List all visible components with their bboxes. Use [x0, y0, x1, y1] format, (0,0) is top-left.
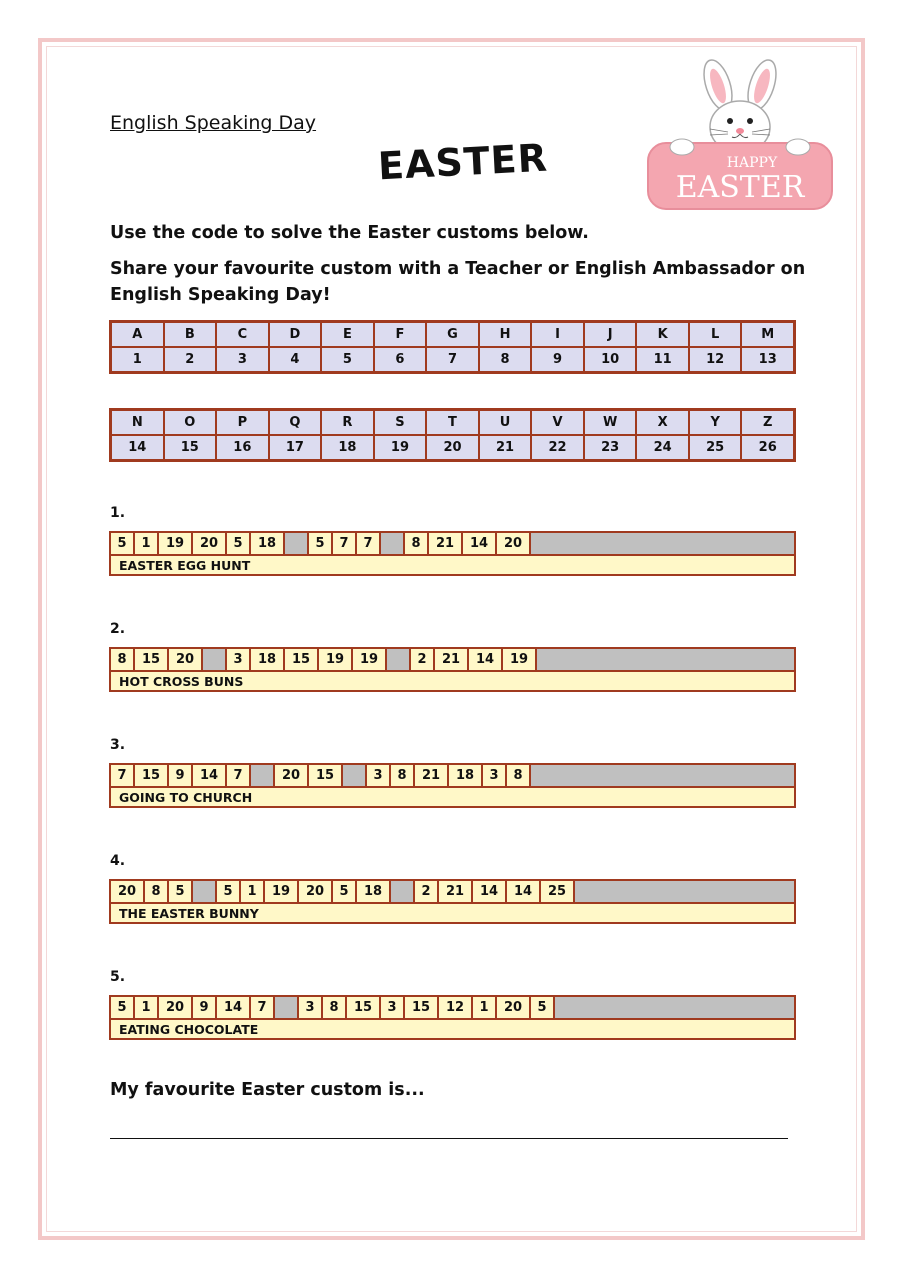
word-space-box — [381, 533, 405, 554]
code-number-box: 5 — [227, 533, 251, 554]
question-number: 2. — [110, 621, 126, 637]
key-letter: A — [112, 323, 163, 346]
answer-box[interactable]: GOING TO CHURCH — [109, 786, 796, 808]
key-number: 7 — [427, 348, 478, 371]
code-number-box: 18 — [449, 765, 483, 786]
key-letter: X — [637, 411, 688, 434]
key-letter: R — [322, 411, 373, 434]
key-letter: G — [427, 323, 478, 346]
code-number-box: 8 — [405, 533, 429, 554]
code-number-box: 19 — [503, 649, 537, 670]
key-letter: J — [585, 323, 636, 346]
code-number-box: 5 — [309, 533, 333, 554]
word-space-box — [285, 533, 309, 554]
code-number-box: 3 — [299, 997, 323, 1018]
code-number-box: 5 — [333, 881, 357, 902]
code-number-box: 15 — [135, 765, 169, 786]
code-number-box: 15 — [285, 649, 319, 670]
answer-box[interactable]: EATING CHOCOLATE — [109, 1018, 796, 1040]
word-space-box — [275, 997, 299, 1018]
code-row — [109, 995, 796, 1018]
code-number-box: 14 — [463, 533, 497, 554]
code-number-box: 20 — [497, 533, 531, 554]
code-number-box: 1 — [135, 533, 159, 554]
page-title: EASTER — [376, 135, 549, 189]
happy-easter-bunny-logo — [640, 55, 840, 215]
code-number-box: 18 — [251, 649, 285, 670]
word-space-box — [193, 881, 217, 902]
code-puzzle — [109, 879, 796, 924]
question-number: 4. — [110, 853, 126, 869]
key-number: 14 — [112, 436, 163, 459]
logo-text-happy: HAPPY — [726, 155, 778, 171]
code-number-box: 14 — [507, 881, 541, 902]
code-number-box: 7 — [111, 765, 135, 786]
key-letter: N — [112, 411, 163, 434]
easter-sign-icon — [648, 139, 832, 209]
code-number-box: 5 — [531, 997, 555, 1018]
code-number-box: 5 — [217, 881, 241, 902]
code-number-box: 1 — [473, 997, 497, 1018]
code-number-box: 3 — [367, 765, 391, 786]
instruction-text: Use the code to solve the Easter customs below. — [110, 223, 589, 243]
word-space-box — [391, 881, 415, 902]
code-key-table-n-z — [109, 408, 796, 462]
code-number-box: 20 — [169, 649, 203, 670]
key-number: 22 — [532, 436, 583, 459]
answer-box[interactable]: HOT CROSS BUNS — [109, 670, 796, 692]
code-row — [109, 879, 796, 902]
code-row — [109, 763, 796, 786]
word-space-box — [387, 649, 411, 670]
code-number-box: 1 — [135, 997, 159, 1018]
code-number-box: 25 — [541, 881, 575, 902]
key-letter: K — [637, 323, 688, 346]
code-number-box: 21 — [415, 765, 449, 786]
code-number-box: 8 — [145, 881, 169, 902]
code-number-box: 19 — [353, 649, 387, 670]
code-number-box: 15 — [405, 997, 439, 1018]
key-number: 2 — [165, 348, 216, 371]
code-number-box: 18 — [357, 881, 391, 902]
key-number: 26 — [742, 436, 793, 459]
code-number-box: 9 — [169, 765, 193, 786]
code-number-box: 14 — [473, 881, 507, 902]
code-number-box: 14 — [469, 649, 503, 670]
key-number: 5 — [322, 348, 373, 371]
code-number-box: 5 — [111, 997, 135, 1018]
logo-text-easter: EASTER — [675, 170, 805, 205]
key-letter: O — [165, 411, 216, 434]
key-number: 17 — [270, 436, 321, 459]
key-number: 4 — [270, 348, 321, 371]
code-number-box: 15 — [347, 997, 381, 1018]
key-letter: F — [375, 323, 426, 346]
code-number-box: 7 — [251, 997, 275, 1018]
key-letter: M — [742, 323, 793, 346]
code-number-box: 2 — [415, 881, 439, 902]
code-number-box: 3 — [381, 997, 405, 1018]
key-number: 9 — [532, 348, 583, 371]
key-letter: L — [690, 323, 741, 346]
code-number-box: 2 — [411, 649, 435, 670]
code-number-box: 8 — [323, 997, 347, 1018]
key-number: 19 — [375, 436, 426, 459]
code-number-box: 19 — [319, 649, 353, 670]
key-letter: U — [480, 411, 531, 434]
code-number-box: 14 — [193, 765, 227, 786]
key-letter: P — [217, 411, 268, 434]
code-number-box: 18 — [251, 533, 285, 554]
question-number: 5. — [110, 969, 126, 985]
word-space-box — [343, 765, 367, 786]
code-number-box: 7 — [357, 533, 381, 554]
code-puzzle — [109, 995, 796, 1040]
answer-box[interactable]: THE EASTER BUNNY — [109, 902, 796, 924]
code-number-box: 5 — [169, 881, 193, 902]
code-number-box: 7 — [227, 765, 251, 786]
favourite-custom-prompt: My favourite Easter custom is... — [110, 1080, 425, 1100]
code-number-box: 20 — [193, 533, 227, 554]
key-number: 25 — [690, 436, 741, 459]
code-number-box: 19 — [265, 881, 299, 902]
key-number: 3 — [217, 348, 268, 371]
key-number: 20 — [427, 436, 478, 459]
key-number: 24 — [637, 436, 688, 459]
key-number: 13 — [742, 348, 793, 371]
code-number-box: 20 — [159, 997, 193, 1018]
key-number: 11 — [637, 348, 688, 371]
code-number-box: 1 — [241, 881, 265, 902]
code-number-box: 3 — [483, 765, 507, 786]
key-letter: I — [532, 323, 583, 346]
code-number-box: 21 — [439, 881, 473, 902]
key-letter: V — [532, 411, 583, 434]
question-number: 1. — [110, 505, 126, 521]
page-heading: English Speaking Day — [110, 112, 317, 134]
key-letter: Q — [270, 411, 321, 434]
key-letter: E — [322, 323, 373, 346]
code-number-box: 8 — [507, 765, 531, 786]
key-number: 21 — [480, 436, 531, 459]
code-number-box: 20 — [111, 881, 145, 902]
key-letter: Y — [690, 411, 741, 434]
answer-writing-line[interactable] — [110, 1138, 788, 1139]
code-number-box: 15 — [135, 649, 169, 670]
key-letter: W — [585, 411, 636, 434]
code-number-box: 8 — [391, 765, 415, 786]
key-letter: S — [375, 411, 426, 434]
code-number-box: 12 — [439, 997, 473, 1018]
answer-box[interactable]: EASTER EGG HUNT — [109, 554, 796, 576]
key-letter: D — [270, 323, 321, 346]
word-space-box — [251, 765, 275, 786]
key-number: 1 — [112, 348, 163, 371]
code-number-box: 8 — [111, 649, 135, 670]
share-instruction-text: Share your favourite custom with a Teacher or English Ambassador on English Speaking Day! — [110, 259, 806, 305]
key-number: 8 — [480, 348, 531, 371]
code-puzzle — [109, 763, 796, 808]
key-letter: H — [480, 323, 531, 346]
question-number: 3. — [110, 737, 126, 753]
key-letter: T — [427, 411, 478, 434]
key-number: 12 — [690, 348, 741, 371]
code-number-box: 14 — [217, 997, 251, 1018]
code-row — [109, 531, 796, 554]
key-letter: Z — [742, 411, 793, 434]
code-number-box: 19 — [159, 533, 193, 554]
key-letter: C — [217, 323, 268, 346]
key-number: 6 — [375, 348, 426, 371]
code-number-box: 15 — [309, 765, 343, 786]
code-puzzle — [109, 647, 796, 692]
code-number-box: 20 — [275, 765, 309, 786]
key-letter: B — [165, 323, 216, 346]
code-number-box: 20 — [299, 881, 333, 902]
key-number: 15 — [165, 436, 216, 459]
code-number-box: 21 — [429, 533, 463, 554]
code-number-box: 5 — [111, 533, 135, 554]
code-number-box: 3 — [227, 649, 251, 670]
key-number: 18 — [322, 436, 373, 459]
code-number-box: 20 — [497, 997, 531, 1018]
code-number-box: 9 — [193, 997, 217, 1018]
page-border — [38, 38, 865, 1240]
key-number: 10 — [585, 348, 636, 371]
code-number-box: 7 — [333, 533, 357, 554]
code-puzzle — [109, 531, 796, 576]
key-number: 23 — [585, 436, 636, 459]
code-row — [109, 647, 796, 670]
word-space-box — [203, 649, 227, 670]
code-key-table-a-m — [109, 320, 796, 374]
key-number: 16 — [217, 436, 268, 459]
code-number-box: 21 — [435, 649, 469, 670]
